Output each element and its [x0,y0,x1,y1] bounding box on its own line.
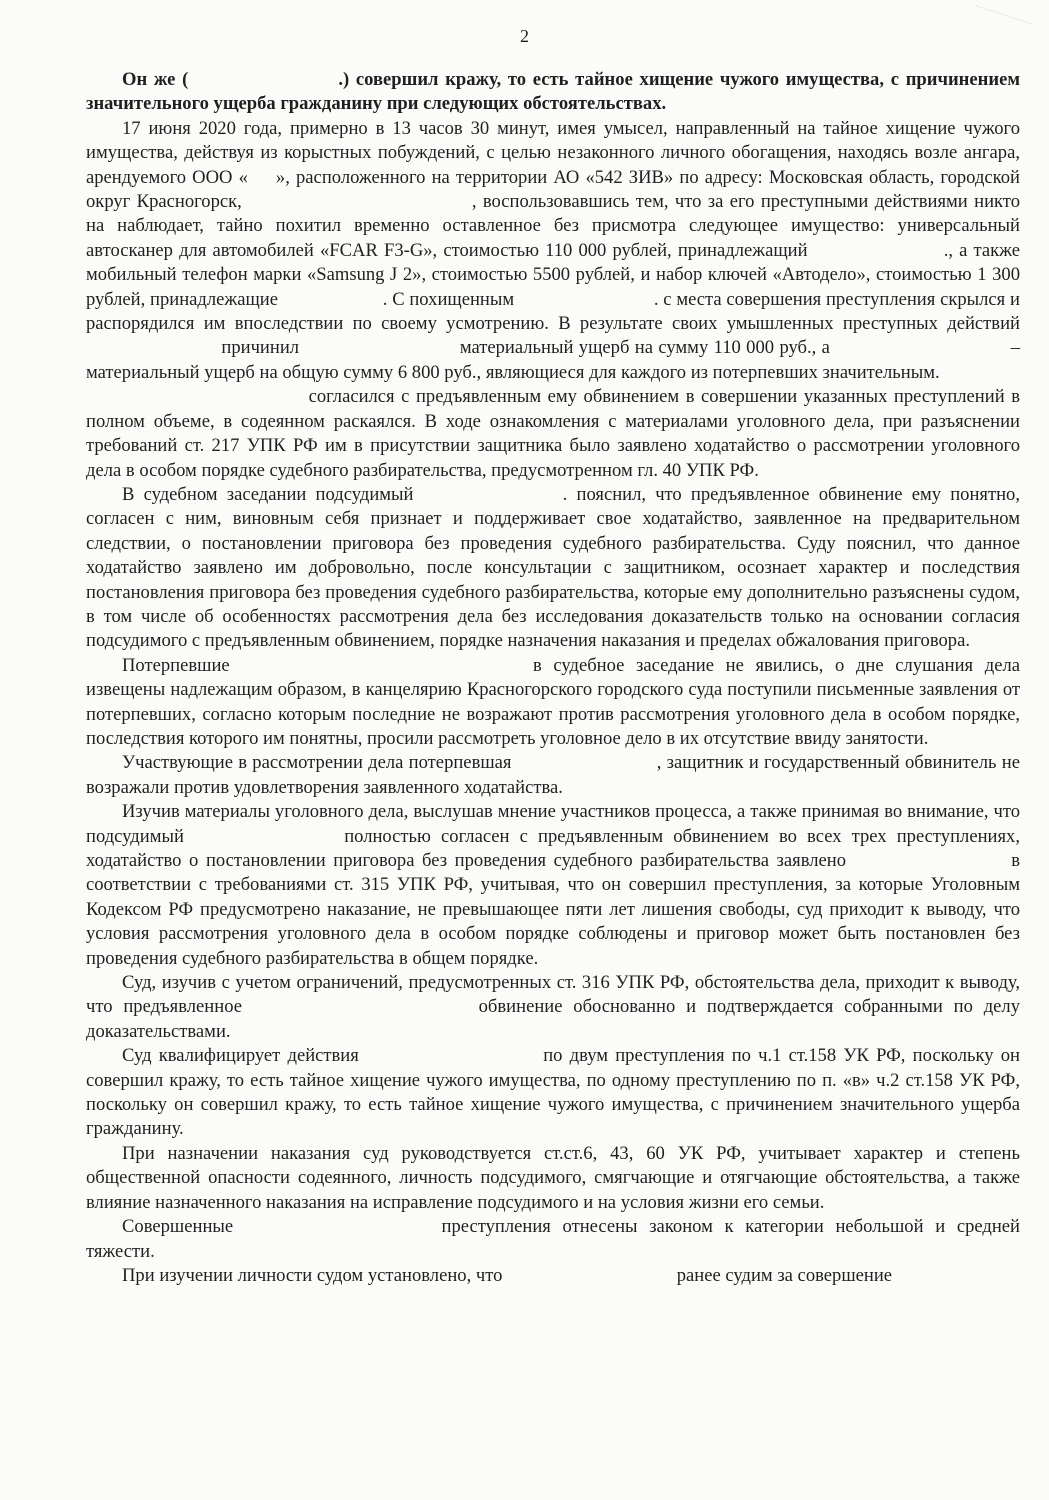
paragraph-court-session [86,483,1020,654]
text-fragment: .) совершил кражу, то есть тайное хищение чужого имущества, с причинением значительного ущерба гражданину при следующих обстоятельствах. [86,69,1020,115]
text-fragment: В судебном заседании подсудимый [122,483,414,505]
text-fragment: согласился с предъявленным ему обвинением в совершении указанных преступлений в полном объеме, в содеянном раскаялся. В ходе ознакомления с материалами уголовного дела, при разъяснении требований ст. 217 УПК РФ им в присутствии защитника было заявлено ходатайство о рассмотрении уголовного дела в особом порядке судебного разбирательства, предусмотренном гл. 40 УПК РФ. [86,386,1020,481]
text-fragment: преступления отнесены законом к категории небольшой и средней тяжести. [86,1216,1020,1262]
paragraph-court-review [86,971,1020,1044]
text-fragment: – материальный ущерб на общую сумму 6 800 руб., являющиеся для каждого из потерпевших значительным. [86,337,1020,383]
paragraph-participants [86,751,1020,800]
text-fragment: Потерпевшие [122,654,230,676]
paragraph-circumstances [86,117,1020,385]
paragraph-conclusion [86,800,1020,971]
text-fragment: ранее судим за совершение [676,1264,893,1286]
text-fragment: . С похищенным [382,288,515,310]
text-fragment: в судебное заседание не явились, о дне слушания дела извещены надлежащим образом, в канцелярию Красногорского городского суда поступили письменные заявления от потерпевших, согласно которым последние не возражают против рассмотрения уголовного дела в особом порядке, последствия которого им понятны, просили рассмотреть уголовное дело в их отсутствие ввиду занятости. [86,654,1020,749]
text-fragment: . с места совершения преступления скрылся и распорядился им впоследствии по своему усмотрению. В результате своих умышленных преступных действий [86,288,1020,335]
text-fragment: При назначении наказания суд руководствуется ст.ст.6, 43, 60 УК РФ, учитывает характер и степень общественной опасности содеянного, личность подсудимого, смягчающие и отягчающие обстоятельства, а также влияние назначенного наказания на исправление подсудимого и на условия жизни его семьи. [86,1142,1020,1213]
paragraph-qualification [86,1044,1020,1142]
text-fragment: Суд квалифицирует действия [122,1045,359,1067]
paragraph-sentencing [86,1142,1020,1215]
text-fragment: Совершенные [122,1216,234,1238]
text-fragment: материальный ущерб на сумму 110 000 руб., а [459,337,830,359]
text-fragment: Он же ( [122,69,189,90]
text-fragment: . пояснил, что предъявленное обвинение ему понятно, согласен с ним, виновным себя признает и поддерживает свое ходатайство, заявленное на предварительном следствии, о постановлении приговора без проведения судебного разбирательства. Суду пояснил, что данное ходатайство заявлено им добровольно, после консультации с защитником, осознает характер и последствия постановления приговора без проведения судебного разбирательства, которые ему дополнительно разъяснены судом, в том числе об особенностях рассмотрения дела без исследования доказательств только на основании согласия подсудимого с предъявленным обвинением, порядке назначения наказания и пределах обжалования приговора. [86,483,1021,652]
paragraph-charge-summary [86,68,1020,117]
paragraph-personality [86,1264,1020,1288]
text-fragment: полностью согласен с предъявленным обвинением во всех трех преступлениях, ходатайство о постановлении приговора без проведения судебного разбирательства заявлено [86,825,1020,871]
text-fragment: ., а также мобильный телефон марки «Samsung J 2», стоимостью 5500 рублей, и набор ключей «Автодело», стоимостью 1 300 рублей, принадлежащие [86,239,1020,310]
text-fragment: Суд, изучив с учетом ограничений, предусмотренных ст. 316 УПК РФ, обстоятельства дела, приходит к выводу, что предъявленное [86,972,1020,1018]
text-fragment: обвинение обоснованно и подтверждается собранными по делу доказательствами. [86,996,1020,1042]
text-fragment: , воспользовавшись тем, что за его преступными действиями никто на наблюдает, тайно похитил временно оставленное без присмотра следующее имущество: универсальный автосканер для автомобилей «FCAR F3-G», стоимостью 110 000 рублей, принадлежащий [86,191,1020,261]
text-fragment: Участвующие в рассмотрении дела потерпевшая [122,752,512,774]
document-body [86,68,1020,1288]
text-fragment: по двум преступления по ч.1 ст.158 УК РФ, поскольку он совершил кражу, то есть тайное хищение чужого имущества, по одному преступлению по п. «в» ч.2 ст.158 УК РФ, поскольку он совершил кражу, то есть тайное хищение чужого имущества, с причинением значительного ущерба гражданину. [86,1045,1020,1140]
paragraph-crime-category [86,1215,1020,1264]
text-fragment: в соответствии с требованиями ст. 315 УПК РФ, учитывая, что он совершил преступления, за которые Уголовным Кодексом РФ предусмотрено наказание, не превышающее пяти лет лишения свободы, суд приходит к выводу, что условия рассмотрения уголовного дела в особом порядке соблюдены и приговор может быть постановлен без проведения судебного разбирательства в общем порядке. [86,850,1021,969]
text-fragment: Изучив материалы уголовного дела, выслушав мнение участников процесса, а также принимая во внимание, что подсудимый [86,801,1020,847]
paragraph-agreement [86,385,1020,483]
text-fragment: причинил [221,337,300,359]
text-fragment: 17 июня 2020 года, примерно в 13 часов 30 минут, имея умысел, направленный на тайное хищение чужого имущества, действуя из корыстных побуждений, с целью незаконного личного обогащения, находясь возле ангара, арендуемого ООО « [86,117,1020,188]
page-number: 2 [520,26,529,46]
paragraph-victims [86,654,1020,752]
text-fragment: При изучении личности судом установлено, что [122,1264,503,1286]
text-fragment: , защитник и государственный обвинитель не возражали против удовлетворения заявленного ходатайства. [86,752,1020,798]
text-fragment: », расположенного на территории АО «542 ЗИВ» по адресу: Московская область, городской округ Красногорск, [86,166,1020,213]
